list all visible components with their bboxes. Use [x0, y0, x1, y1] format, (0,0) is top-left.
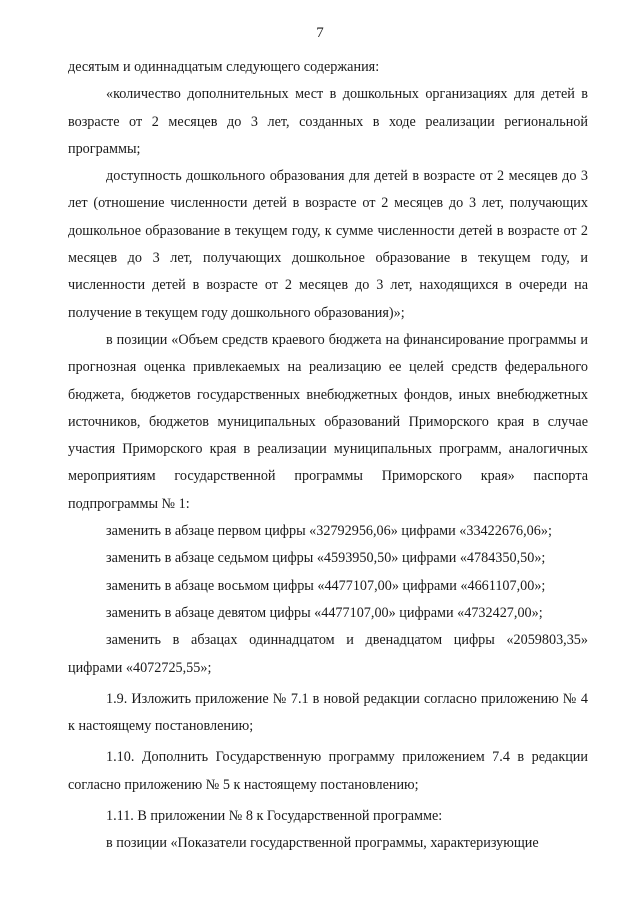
paragraph-replace-first: заменить в абзаце первом цифры «32792956,06» цифрами «33422676,06»; [106, 523, 552, 540]
paragraph-intro: десятым и одиннадцатым следующего содержания: [68, 59, 380, 75]
paragraph-replace-eleventh: заменить в абзацах одиннадцатом и двенадцатом цифры «2059803,35» цифрами «4072725,55»; [68, 632, 588, 676]
page-number: 7 [316, 25, 324, 41]
paragraph-budget-position: в позиции «Объем средств краевого бюджета на финансирование программы и прогнозная оценка привлекаемых на реализацию ее целей средств федерального бюджета, бюджетов государственных внебюджетных фондов, иных внебюджетных источников, бюджетов муниципальных образований Приморского края в случае участия Приморского края в реализации муниципальных программ, аналогичных мероприятиям государственной программы Приморского края» паспорта подпрограммы № 1: [68, 331, 588, 512]
paragraph-quote-availability: доступность дошкольного образования для детей в возрасте от 2 месяцев до 3 лет (отношение численности детей в возрасте от 2 месяцев до 3 лет, получающих дошкольное образование в текущем году, к сумме численности детей в возрасте от 2 месяцев до 3 лет, получающих дошкольное образование в текущем году, и численности детей в возрасте от 2 месяцев до 3 лет, находящихся в очереди на получение в текущем году дошкольного образования)»; [68, 168, 588, 321]
paragraph-item-1-9: 1.9. Изложить приложение № 7.1 в новой редакции согласно приложению № 4 к настоящему постановлению; [68, 690, 588, 735]
document-body [68, 54, 588, 858]
paragraph-replace-eighth: заменить в абзаце восьмом цифры «4477107,00» цифрами «4661107,00»; [106, 577, 546, 594]
paragraph-item-1-11: 1.11. В приложении № 8 к Государственной программе: [106, 808, 443, 825]
paragraph-item-1-10: 1.10. Дополнить Государственную программу приложением 7.4 в редакции согласно приложению № 5 к настоящему постановлению; [68, 749, 588, 793]
paragraph-replace-seventh: заменить в абзаце седьмом цифры «4593950,50» цифрами «4784350,50»; [106, 550, 546, 567]
paragraph-quote-places: «количество дополнительных мест в дошкольных организациях для детей в возрасте от 2 месяцев до 3 лет, созданных в ходе реализации региональной программы; [68, 86, 588, 157]
paragraph-replace-ninth: заменить в абзаце девятом цифры «4477107,00» цифрами «4732427,00»; [106, 604, 543, 621]
paragraph-indicators: в позиции «Показатели государственной программы, характеризующие [106, 835, 539, 852]
